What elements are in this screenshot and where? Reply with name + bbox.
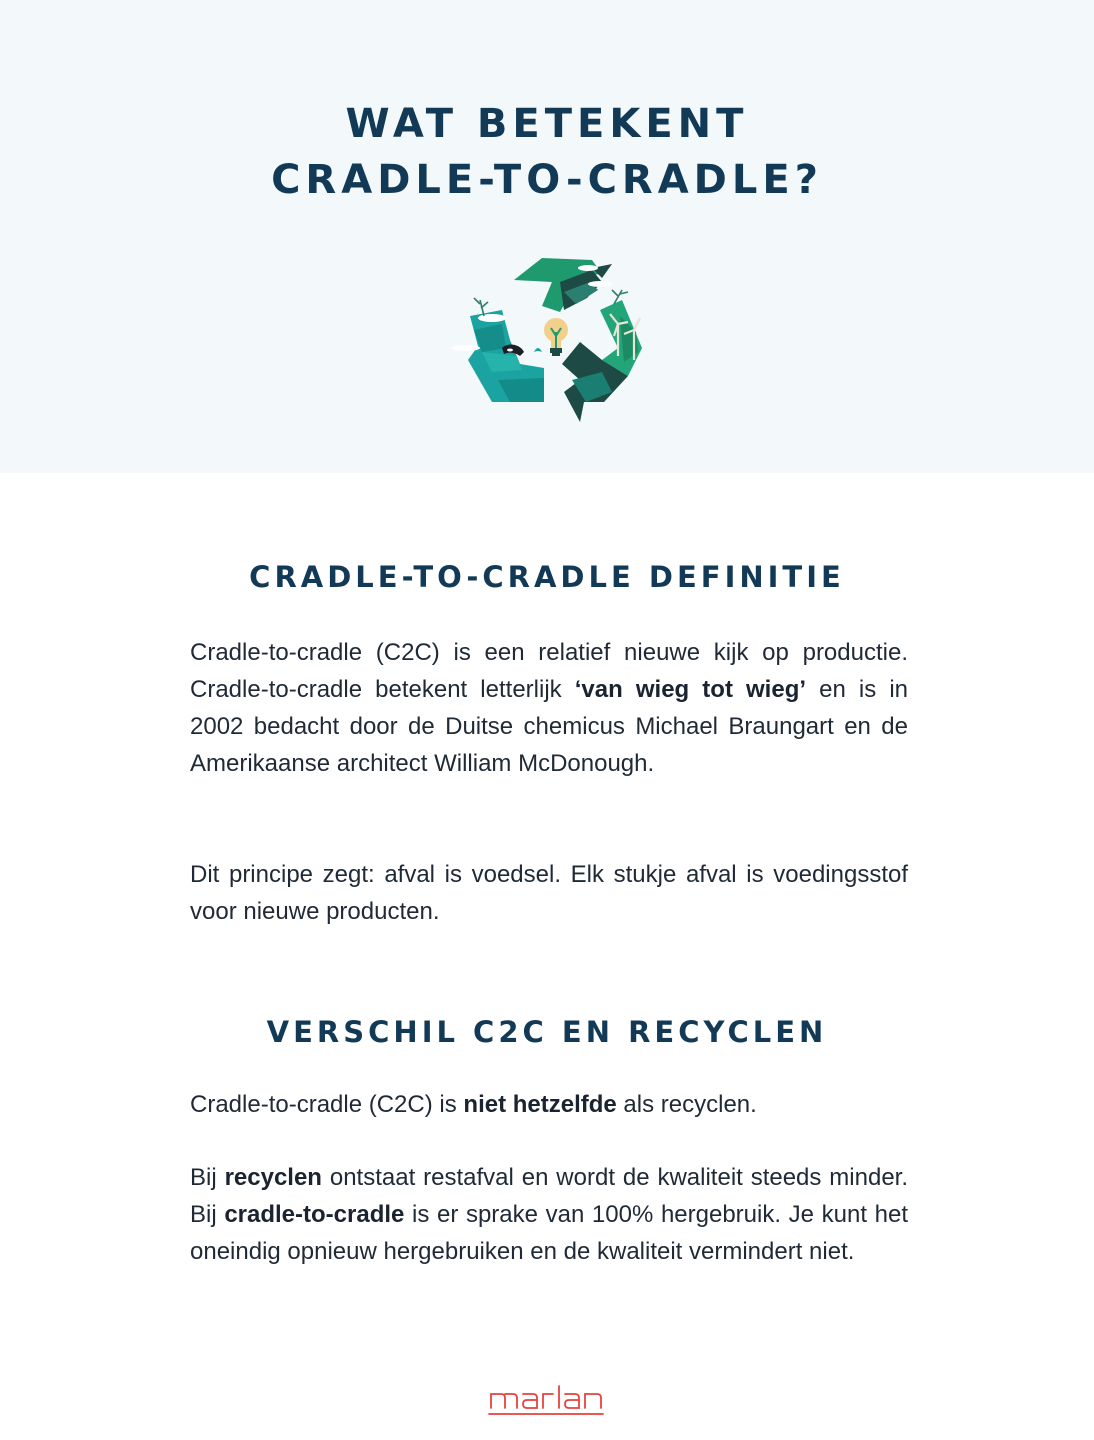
text-run: Cradle-to-cradle (C2C) is een relatief nieuwe kijk op productie. Cradle-to-cradle betekent letterlijk	[190, 639, 908, 703]
hero-banner	[0, 0, 1094, 473]
section-heading-difference: VERSCHIL C2C EN RECYCLEN	[266, 1015, 828, 1049]
difference-paragraph-2	[190, 1159, 908, 1270]
bold-text: ‘van wieg tot wieg’	[574, 676, 807, 703]
definition-paragraph-1	[190, 634, 908, 782]
bold-text: cradle-to-cradle	[224, 1201, 405, 1228]
text-run: Cradle-to-cradle (C2C) is	[190, 1091, 464, 1118]
brand-footer	[0, 1380, 1094, 1425]
bold-text: niet hetzelfde	[463, 1091, 617, 1118]
page-title	[0, 96, 1094, 208]
text-run: Bij	[190, 1164, 225, 1191]
recycle-icon	[452, 252, 648, 422]
text-run: en is in 2002 bedacht door de Duitse chemicus Michael Braungart en de Amerikaanse architect William McDonough.	[190, 676, 908, 777]
text-run: ontstaat restafval en wordt de kwaliteit steeds minder. Bij	[190, 1164, 908, 1228]
definition-paragraph-2: Dit principe zegt: afval is voedsel. Elk stukje afval is voedingsstof voor nieuwe producten.	[190, 861, 908, 925]
marlan-logo	[487, 1380, 607, 1420]
text-run: als recyclen.	[616, 1091, 757, 1118]
page-title-line-1: WAT BETEKENT	[345, 101, 749, 147]
page-title-line-2: CRADLE-TO-CRADLE?	[271, 157, 823, 203]
section-heading-definition: CRADLE-TO-CRADLE DEFINITIE	[249, 560, 845, 594]
bold-text: recyclen	[224, 1164, 322, 1191]
text-run: is er sprake van 100% hergebruik. Je kunt het oneindig opnieuw hergebruiken en de kwaliteit vermindert niet.	[190, 1201, 908, 1265]
difference-paragraph-1	[190, 1086, 908, 1123]
